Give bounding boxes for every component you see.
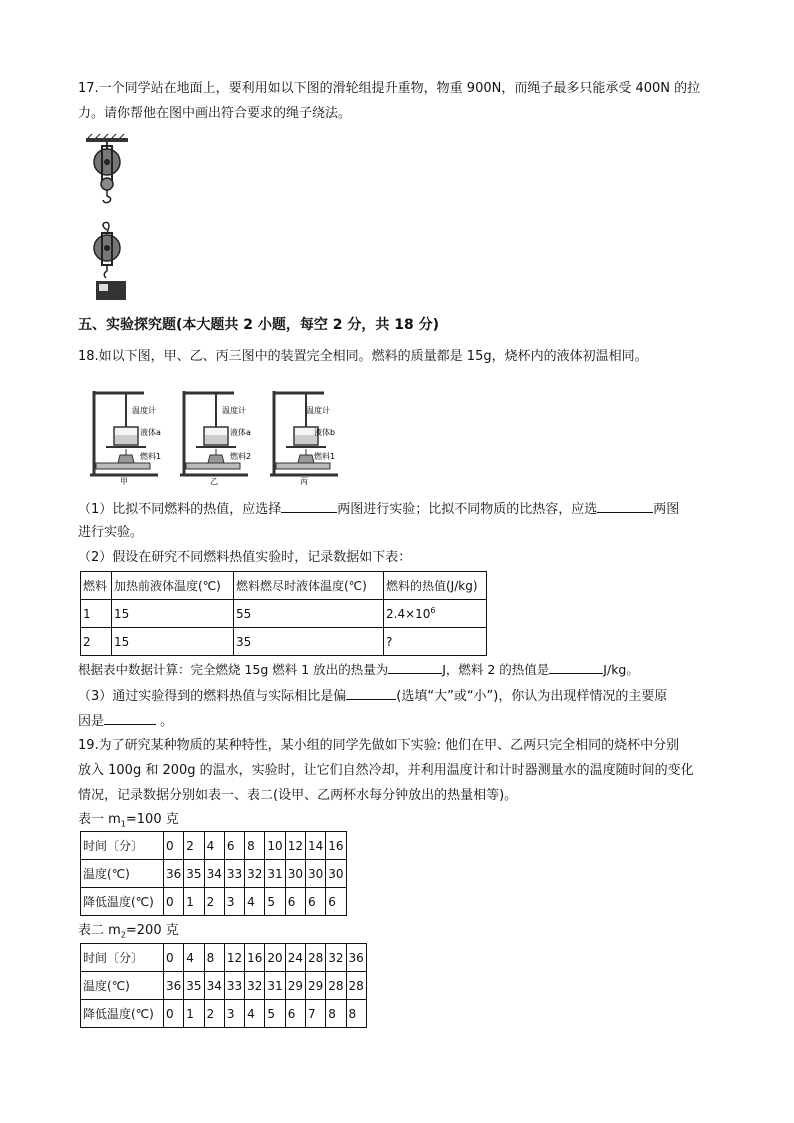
table-row	[81, 972, 367, 1000]
table-cell: 15	[112, 600, 234, 628]
q19-line1: 19.为了研究某种物质的某种特性，某小组的同学先做如下实验: 他们在甲、乙两只完全相同的烧杯中分别	[78, 738, 680, 753]
table-cell: 2	[184, 832, 204, 860]
table-row	[81, 1000, 367, 1028]
q18-part3-line2	[78, 710, 173, 732]
table-cell: 6	[285, 888, 305, 916]
table-cell: 0	[164, 888, 184, 916]
panel-caption: 丙	[300, 477, 308, 485]
q18-part3-text-b: (选填“大”或“小”)，你认为出现样情况的主要原	[396, 689, 668, 704]
table-cell: 33	[224, 972, 244, 1000]
fuel-label: 燃料1	[314, 452, 336, 461]
experiment-apparatus-figure	[86, 385, 346, 485]
table-cell: 2	[204, 888, 224, 916]
table-cell: 36	[346, 944, 366, 972]
q18-part3-text-c: 因是	[78, 714, 105, 729]
table-cell: 0	[164, 944, 184, 972]
thermometer-label: 温度计	[222, 406, 246, 415]
table-cell: 32	[245, 972, 265, 1000]
table-row	[81, 628, 487, 656]
panel-caption: 乙	[210, 477, 218, 485]
heat-value-exponent: 6	[430, 606, 436, 615]
table-cell: 15	[112, 628, 234, 656]
q18-part1-text-a: （1）比拟不同燃料的热值，应选择	[78, 502, 282, 517]
liquid-label: 液体b	[314, 428, 336, 437]
q19-line3: 情况，记录数据分别如表一、表二(设甲、乙两杯水每分钟放出的热量相等)。	[78, 788, 518, 803]
table-cell: 6	[285, 1000, 305, 1028]
q18-part1-line1	[78, 498, 679, 520]
answer-blank-fuel2-heat-value[interactable]	[549, 659, 603, 674]
table-cell: 0	[164, 1000, 184, 1028]
table-header-row	[81, 572, 487, 600]
table-cell: 8	[204, 944, 224, 972]
table-cell: 35	[184, 860, 204, 888]
q18-calc-text-a: 根据表中数据计算：完全燃烧 15g 燃料 1 放出的热量为	[78, 662, 389, 677]
table-cell: 6	[224, 832, 244, 860]
fixed-pulley	[94, 142, 120, 203]
table-row	[81, 600, 487, 628]
table-cell: 31	[265, 860, 285, 888]
table-row	[81, 888, 347, 916]
movable-pulley	[94, 222, 120, 278]
cooling-table-2	[80, 943, 367, 1028]
header-cell: 燃料的热值(J/kg)	[384, 572, 487, 600]
caption-subscript: 2	[120, 930, 126, 940]
header-cell: 加热前液体温度(℃)	[112, 572, 234, 600]
q18-calc-text-c: J/kg。	[603, 662, 639, 677]
fuel-label: 燃料2	[230, 452, 252, 461]
table-cell: 8	[326, 1000, 346, 1028]
table-cell: 4	[245, 1000, 265, 1028]
table-cell: 33	[224, 860, 244, 888]
table-cell: ?	[384, 628, 487, 656]
row-label: 温度(℃)	[81, 860, 164, 888]
q18-calc-text-b: J，燃料 2 的热值是	[442, 662, 550, 677]
thermometer-label: 温度计	[306, 406, 330, 415]
table-cell: 6	[326, 888, 346, 916]
apparatus-panel-1	[90, 391, 161, 485]
q18-part3-line1	[78, 685, 667, 707]
q18-part2-intro: （2）假设在研究不同燃料热值实验时，记录数据如下表：	[78, 550, 412, 565]
q17-line2: 力。请你帮他在图中画出符合要求的绳子绕法。	[78, 106, 352, 121]
table-cell: 1	[81, 600, 112, 628]
thermometer-label: 温度计	[132, 406, 156, 415]
q18-part3-text-a: （3）通过实验得到的燃料热值与实际相比是偏	[78, 689, 347, 704]
fuel-label: 燃料1	[140, 452, 162, 461]
row-label: 温度(℃)	[81, 972, 164, 1000]
section-heading: 五、实验探究题(本大题共 2 小题，每空 2 分，共 18 分)	[78, 317, 440, 333]
table-cell: 7	[305, 1000, 325, 1028]
table-cell: 55	[234, 600, 384, 628]
table-cell: 3	[224, 1000, 244, 1028]
caption-text-end: =200 克	[125, 923, 179, 938]
table-cell: 4	[204, 832, 224, 860]
q18-calc-line	[78, 659, 639, 680]
table-cell: 6	[305, 888, 325, 916]
header-cell: 燃料	[81, 572, 112, 600]
table-cell: 34	[204, 860, 224, 888]
table-cell: 5	[265, 1000, 285, 1028]
table-cell: 32	[326, 944, 346, 972]
table-cell: 8	[346, 1000, 366, 1028]
table-cell: 10	[265, 832, 285, 860]
q18-part3-text-d: 。	[160, 714, 174, 729]
ceiling-bar	[86, 138, 128, 142]
table-cell: 36	[164, 860, 184, 888]
caption-text-end: =100 克	[125, 812, 179, 827]
answer-blank-heat-capacity-figures[interactable]	[597, 498, 653, 513]
table-cell: 3	[224, 888, 244, 916]
table-cell: 20	[265, 944, 285, 972]
row-label: 降低温度(℃)	[81, 1000, 164, 1028]
header-cell: 燃料燃尽时液体温度(℃)	[234, 572, 384, 600]
table2-caption	[78, 921, 179, 946]
answer-blank-reason[interactable]	[104, 710, 156, 725]
table-cell: 30	[305, 860, 325, 888]
table-cell: 2	[81, 628, 112, 656]
table-cell: 29	[285, 972, 305, 1000]
weight-highlight	[99, 284, 108, 291]
heat-value: 2.4×10	[386, 607, 431, 621]
table-cell: 30	[285, 860, 305, 888]
answer-blank-heat-released[interactable]	[388, 659, 442, 674]
liquid-label: 液体a	[230, 428, 251, 437]
table-cell: 0	[164, 832, 184, 860]
table-cell: 12	[285, 832, 305, 860]
table-cell: 32	[245, 860, 265, 888]
table-cell: 14	[305, 832, 325, 860]
table-cell: 24	[285, 944, 305, 972]
cooling-table-1	[80, 831, 347, 916]
table-cell: 4	[245, 888, 265, 916]
table-cell: 4	[184, 944, 204, 972]
table-cell: 16	[326, 832, 346, 860]
pulley-system-figure	[80, 134, 140, 304]
table-cell: 5	[265, 888, 285, 916]
q19-line2: 放入 100g 和 200g 的温水，实验时，让它们自然冷却，并利用温度计和计时器测量水的温度随时间的变化	[78, 763, 694, 778]
table-cell: 34	[204, 972, 224, 1000]
liquid-label: 液体a	[140, 428, 161, 437]
caption-text: 表二 m	[78, 923, 121, 938]
panel-caption: 甲	[120, 477, 128, 485]
q18-intro: 18.如以下图，甲、乙、丙三图中的装置完全相同。燃料的质量都是 15g，烧杯内的液体初温相同。	[78, 349, 648, 364]
table-cell: 28	[305, 944, 325, 972]
fuel-data-table	[80, 571, 487, 656]
apparatus-panel-3	[270, 391, 338, 485]
row-label: 时间〔分〕	[81, 944, 164, 972]
caption-subscript: 1	[120, 819, 126, 829]
table-cell: 35	[234, 628, 384, 656]
row-label: 时间〔分〕	[81, 832, 164, 860]
table-cell: 2	[204, 1000, 224, 1028]
table-row	[81, 860, 347, 888]
table-cell: 1	[184, 1000, 204, 1028]
q17-line1: 17.一个同学站在地面上，要利用如以下图的滑轮组提升重物，物重 900N，而绳子最多只能承受 400N 的拉	[78, 81, 701, 96]
caption-text: 表一 m	[78, 812, 121, 827]
answer-blank-bigger-smaller[interactable]	[346, 685, 396, 700]
ceiling-hatch	[88, 134, 124, 138]
table-cell: 28	[346, 972, 366, 1000]
apparatus-panel-2	[180, 391, 251, 485]
table-cell: 35	[184, 972, 204, 1000]
table-row	[81, 944, 367, 972]
table-cell: 16	[245, 944, 265, 972]
q18-part1-line2: 进行实验。	[78, 525, 144, 540]
q18-part1-text-c: 两图	[653, 502, 680, 517]
table-cell: 1	[184, 888, 204, 916]
table-cell: 30	[326, 860, 346, 888]
answer-blank-fuel-figures[interactable]	[281, 498, 337, 513]
table-cell: 12	[224, 944, 244, 972]
row-label: 降低温度(℃)	[81, 888, 164, 916]
q18-part1-text-b: 两图进行实验；比拟不同物质的比热容，应选	[337, 502, 598, 517]
table-cell	[384, 600, 487, 628]
table-cell: 36	[164, 972, 184, 1000]
table-cell: 29	[305, 972, 325, 1000]
table-cell: 31	[265, 972, 285, 1000]
table-row	[81, 832, 347, 860]
table-cell: 8	[245, 832, 265, 860]
table-cell: 28	[326, 972, 346, 1000]
